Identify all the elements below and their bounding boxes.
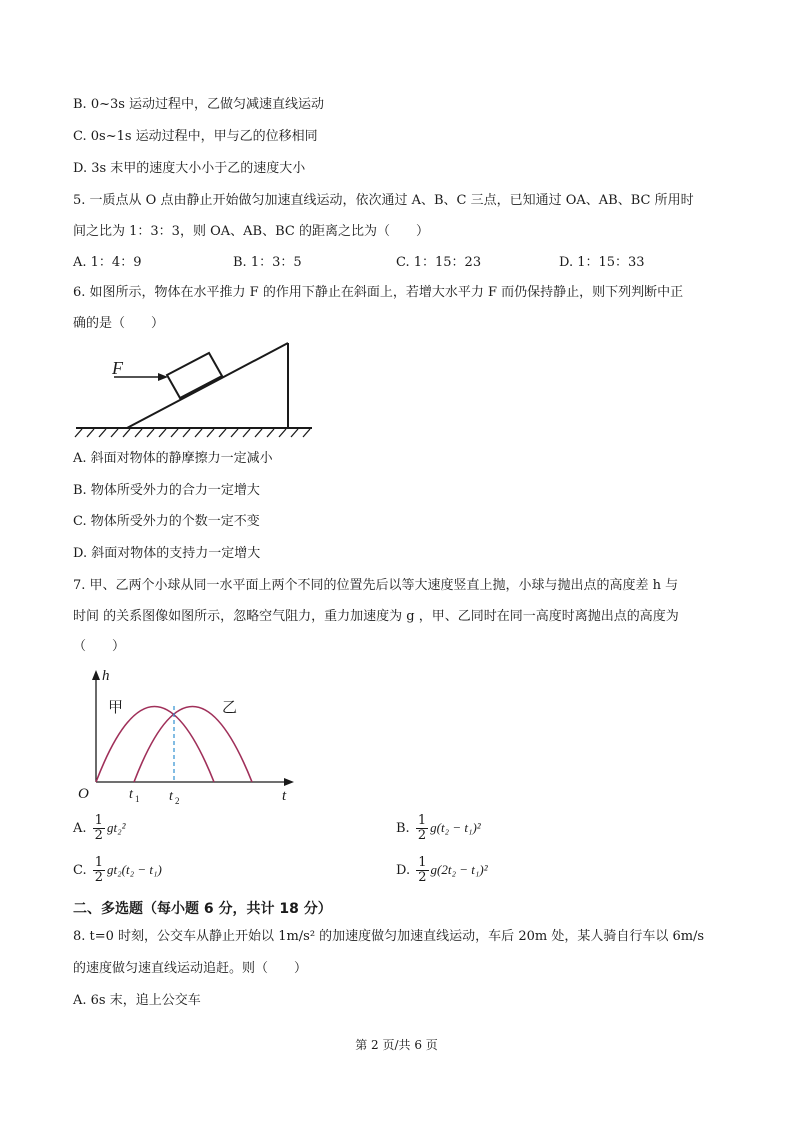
option-letter: C. — [73, 863, 87, 878]
x-axis-label: t — [282, 788, 287, 804]
tick-t1: t — [129, 787, 133, 802]
option-formula: g(2t₂ − t₁)² — [430, 862, 488, 877]
origin-label: O — [78, 786, 89, 802]
fraction-denominator: 2 — [94, 870, 104, 885]
q8-option-a: A. 6s 末，追上公交车 — [73, 993, 201, 1008]
curve-label-yi: 乙 — [222, 700, 238, 716]
page-footer: 第 2 页/共 6 页 — [355, 1038, 438, 1052]
q7-option-b — [396, 814, 481, 843]
fraction-denominator: 2 — [417, 828, 427, 843]
q5-option-c: C. 1：15：23 — [396, 255, 482, 270]
q4-option-d: D. 3s 末甲的速度大小小于乙的速度大小 — [73, 161, 306, 176]
q7-option-c — [73, 856, 162, 885]
curve-jia — [96, 707, 214, 783]
fraction-numerator: 1 — [418, 855, 427, 870]
q8-stem-line2: 的速度做匀速直线运动追赶。则（ ） — [73, 961, 308, 976]
q6-option-a: A. 斜面对物体的静摩擦力一定减小 — [73, 451, 273, 466]
q7-stem-line1: 7. 甲、乙两个小球从同一水平面上两个不同的位置先后以等大速度竖直上抛，小球与抛出点的高度差 h 与 — [73, 578, 679, 593]
option-letter: A. — [73, 821, 87, 836]
q6-option-c: C. 物体所受外力的个数一定不变 — [73, 514, 260, 529]
height-time-graph — [74, 660, 304, 810]
q8-stem-line1: 8. t=0 时刻，公交车从静止开始以 1m/s² 的加速度做匀加速直线运动，车后 20m 处，某人骑自行车以 6m/s — [73, 929, 705, 944]
q4-option-c: C. 0s~1s 运动过程中，甲与乙的位移相同 — [73, 129, 318, 144]
q6-stem-line2: 确的是（ ） — [73, 316, 165, 331]
option-formula: g(t₂ − t₁)² — [430, 820, 481, 835]
fraction-numerator: 1 — [94, 813, 103, 828]
q6-option-d: D. 斜面对物体的支持力一定增大 — [73, 546, 261, 561]
q5-stem-line1: 5. 一质点从 O 点由静止开始做匀加速直线运动，依次通过 A、B、C 三点，已知通过 OA、AB、BC 所用时 — [73, 193, 694, 208]
q6-stem-line1: 6. 如图所示，物体在水平推力 F 的作用下静止在斜面上，若增大水平力 F 而仍保持静止，则下列判断中正 — [73, 285, 684, 300]
force-label: F — [112, 358, 123, 378]
option-formula: gt₂² — [106, 820, 126, 835]
fraction-half — [93, 814, 105, 843]
fraction-half — [93, 856, 105, 885]
curve-yi — [134, 707, 252, 783]
fraction-numerator: 1 — [417, 813, 427, 828]
fraction-denominator: 2 — [94, 828, 103, 843]
option-letter: B. — [396, 821, 410, 836]
incline-figure — [72, 338, 322, 438]
q7-option-a — [73, 814, 125, 843]
q7-option-d — [396, 856, 488, 885]
fraction-half — [416, 856, 428, 885]
q4-option-b: B. 0~3s 运动过程中，乙做匀减速直线运动 — [73, 97, 325, 112]
curve-label-jia: 甲 — [108, 700, 124, 716]
option-letter: D. — [396, 863, 411, 878]
tick-t2: t — [169, 789, 173, 804]
q5-stem-line2: 间之比为 1：3：3，则 OA、AB、BC 的距离之比为（ ） — [73, 224, 429, 239]
fraction-half — [416, 814, 428, 843]
q7-stem-line3: （ ） — [73, 639, 126, 654]
q7-stem-line2: 时间 的关系图像如图所示，忽略空气阻力，重力加速度为 g ，甲、乙同时在同一高度时离抛出点的高度为 — [73, 609, 679, 624]
q6-option-b: B. 物体所受外力的合力一定增大 — [73, 483, 260, 498]
y-axis-label: h — [102, 668, 110, 684]
fraction-numerator: 1 — [94, 855, 104, 870]
section-heading-multiple-choice: 二、多选题（每小题 6 分，共计 18 分） — [73, 901, 332, 917]
tick-t1-subscript: 1 — [135, 794, 140, 804]
option-formula: gt₂(t₂ − t₁) — [107, 862, 162, 877]
tick-t2-subscript: 2 — [175, 796, 180, 806]
q5-option-b: B. 1：3：5 — [233, 255, 302, 270]
q5-option-a: A. 1：4：9 — [73, 255, 142, 270]
q5-option-d: D. 1：15：33 — [559, 255, 645, 270]
fraction-denominator: 2 — [418, 870, 427, 885]
